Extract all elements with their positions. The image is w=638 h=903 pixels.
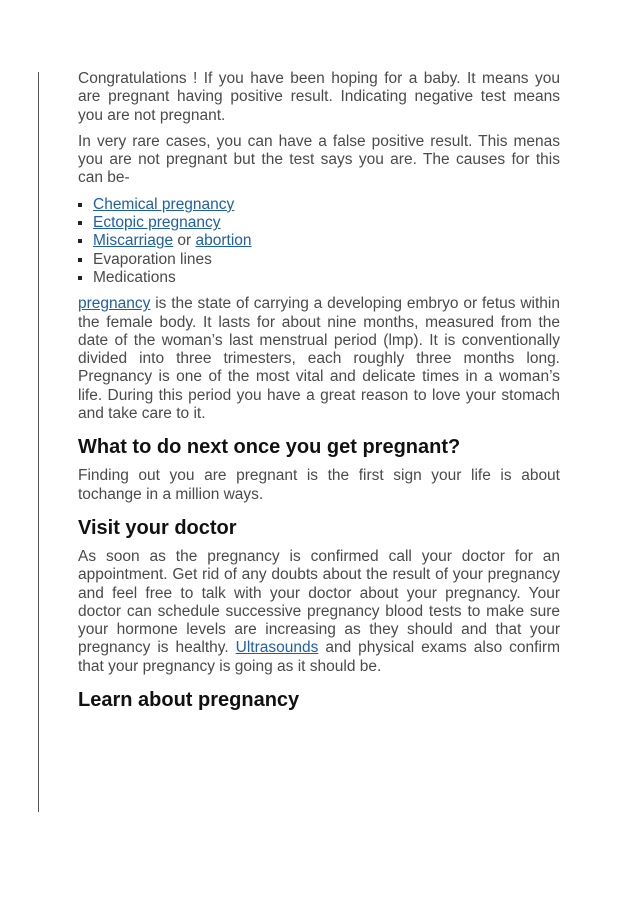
causes-list <box>78 196 560 287</box>
heading-visit-doctor: Visit your doctor <box>78 516 237 539</box>
ectopic-pregnancy-link[interactable]: Ectopic pregnancy <box>93 214 221 232</box>
heading-learn: Learn about pregnancy <box>78 689 300 712</box>
doctor-paragraph <box>78 548 560 676</box>
ultrasounds-link[interactable]: Ultrasounds <box>235 639 319 657</box>
false-positive-paragraph: In very rare cases, you can have a false positive result. This menas you are not pregnant but the test says you are. The causes for this can be- <box>78 132 560 187</box>
bullet-icon <box>78 203 82 207</box>
list-item <box>78 269 560 287</box>
margin-rule <box>38 72 39 812</box>
heading-what-next: What to do next once you get pregnant? <box>78 436 461 459</box>
chemical-pregnancy-link[interactable]: Chemical pregnancy <box>93 195 235 213</box>
abortion-link[interactable]: abortion <box>195 232 252 250</box>
next-steps-paragraph: Finding out you are pregnant is the first sign your life is about tochange in a million ways. <box>78 467 560 503</box>
or-text: or <box>173 232 196 250</box>
list-item <box>78 251 560 269</box>
intro-paragraph: Congratulations ! If you have been hoping for a baby. It means you are pregnant having positive result. Indicating negative test means you are not pregnant. <box>78 70 560 124</box>
miscarriage-link[interactable]: Miscarriage <box>93 232 174 250</box>
definition-paragraph <box>78 295 560 423</box>
medications-text: Medications <box>93 268 176 286</box>
bullet-icon <box>78 239 82 243</box>
bullet-icon <box>78 276 82 280</box>
evaporation-lines-text: Evaporation lines <box>93 250 212 268</box>
pregnancy-link[interactable]: pregnancy <box>78 295 151 313</box>
list-item <box>78 214 560 232</box>
definition-text: is the state of carrying a developing embryo or fetus within the female body. It lasts for about nine months, measured from the date of the woman’s last menstrual period (lmp). It is conventionally divided into three trimesters, each roughly three months long. Pregnancy is one of the most vital and delicate times in a woman’s life. During this period you have a great reason to love your stomach and take care to it. <box>78 295 560 423</box>
bullet-icon <box>78 258 82 262</box>
article-content <box>78 70 560 720</box>
list-item <box>78 196 560 214</box>
doctor-text: As soon as the pregnancy is confirmed call your doctor for an appointment. Get rid of any doubts about the result of your pregnancy and feel free to talk with your doctor about your pregnancy. Your doctor can schedule successive pregnancy blood tests to make sure your hormone levels are increasing as they should and that your pregnancy is healthy. <box>78 547 560 657</box>
list-item <box>78 232 560 250</box>
bullet-icon <box>78 221 82 225</box>
doctor-text-end: and physical exams also confirm that your pregnancy is going as it should be. <box>78 639 560 675</box>
